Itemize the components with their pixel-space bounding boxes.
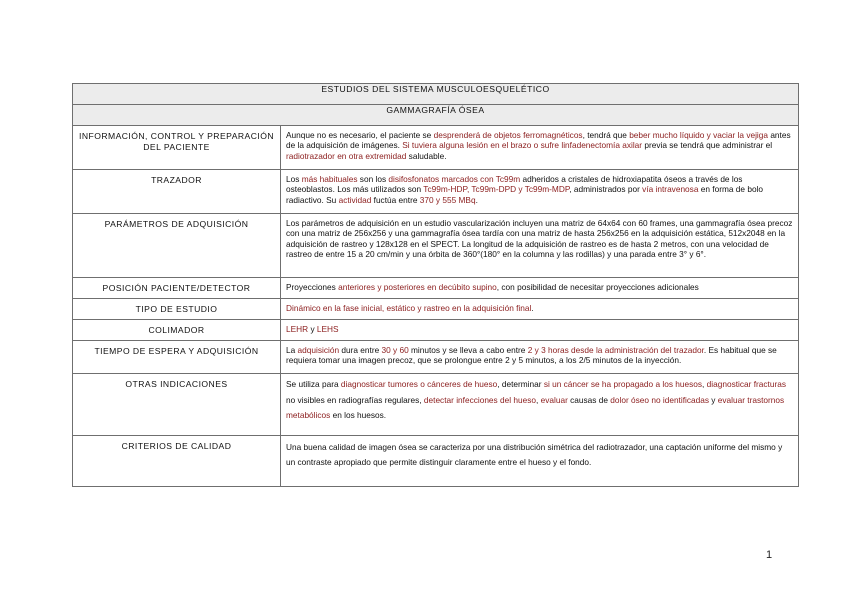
highlighted-text: diagnosticar tumores o cánceres de hueso: [340, 379, 498, 389]
text-segment: .: [475, 194, 478, 205]
text-segment: previa se tendrá que administrar el: [642, 140, 773, 151]
text-segment: La: [286, 345, 298, 355]
highlighted-text: adquisición: [297, 345, 340, 355]
text-segment: no visibles en radiografías regulares,: [286, 394, 424, 405]
highlighted-text: 370 y 555 MBq: [419, 194, 476, 205]
text-segment: ,: [702, 379, 707, 389]
table-row: [73, 341, 799, 374]
text-segment: adheridos a cristales de hidroxiapatita óseos a través de los osteoblastos. Los más utilizados son: [286, 174, 743, 195]
row-label: PARÁMETROS DE ADQUISICIÓN: [73, 214, 281, 278]
highlighted-text: Si tuviera alguna lesión en el brazo o sufre linfadenectomía axilar: [402, 140, 643, 151]
row-value: [281, 341, 799, 374]
row-label: CRITERIOS DE CALIDAD: [73, 436, 281, 487]
row-value: [281, 278, 799, 299]
text-segment: y: [308, 324, 317, 334]
row-value: [281, 436, 799, 487]
highlighted-text: vía intravenosa: [642, 184, 699, 195]
text-segment: son los: [357, 174, 389, 184]
text-segment: causas de: [567, 394, 611, 405]
highlighted-text: si un cáncer se ha propagado a los huesos: [543, 379, 703, 389]
highlighted-text: 2 y 3 horas desde la administración del trazador: [527, 345, 704, 355]
text-segment: fuctúa entre: [371, 194, 420, 205]
row-value: [281, 214, 799, 278]
text-segment: ,: [536, 394, 541, 405]
highlighted-text: desprenderá de objetos ferromagnéticos: [433, 130, 583, 140]
text-segment: , determinar: [497, 379, 544, 389]
row-value: [281, 126, 799, 170]
table-subtitle-row: [73, 105, 799, 126]
text-segment: Aunque no es necesario, el paciente se: [286, 130, 434, 140]
highlighted-text: dolor óseo no identificadas: [610, 394, 709, 405]
highlighted-text: evaluar: [540, 394, 568, 405]
text-segment: antes de la adquisición de imágenes.: [286, 130, 791, 151]
text-segment: , tendrá que: [582, 130, 630, 140]
row-value: [281, 170, 799, 214]
highlighted-text: Dinámico en la fase inicial, estático y rastreo en la adquisición final: [286, 303, 532, 313]
table-row: [73, 214, 799, 278]
highlighted-text: anteriores y posteriores en decúbito supino: [338, 282, 497, 292]
highlighted-text: LEHR: [286, 324, 309, 334]
row-value: [281, 320, 799, 341]
highlighted-text: beber mucho líquido y vaciar la vejiga: [629, 130, 769, 140]
highlighted-text: detectar infecciones del hueso: [423, 394, 536, 405]
highlighted-text: actividad: [338, 194, 372, 205]
row-label: POSICIÓN PACIENTE/DETECTOR: [73, 278, 281, 299]
highlighted-text: LEHS: [316, 324, 339, 334]
text-segment: dura entre: [339, 345, 382, 355]
table-row: [73, 170, 799, 214]
text-segment: en los huesos.: [330, 410, 387, 420]
row-value: [281, 299, 799, 320]
row-label: TIEMPO DE ESPERA Y ADQUISICIÓN: [73, 341, 281, 374]
text-segment: , con posibilidad de necesitar proyecciones adicionales: [496, 282, 699, 292]
text-segment: Proyecciones: [286, 282, 339, 292]
row-value: [281, 374, 799, 436]
row-label: COLIMADOR: [73, 320, 281, 341]
highlighted-text: más habituales: [301, 174, 358, 184]
page-number: 1: [766, 549, 773, 561]
table-title-row: [73, 84, 799, 105]
table-row: [73, 126, 799, 170]
row-label: TRAZADOR: [73, 170, 281, 214]
highlighted-text: evaluar trastornos metabólicos: [286, 394, 785, 420]
text-segment: saludable.: [406, 150, 447, 161]
table-subtitle: GAMMAGRAFÍA ÓSEA: [73, 105, 799, 126]
table-title: ESTUDIOS DEL SISTEMA MUSCULOESQUELÉTICO: [73, 84, 799, 105]
highlighted-text: 30 y 60: [381, 345, 409, 355]
row-label: OTRAS INDICACIONES: [73, 374, 281, 436]
row-label: INFORMACIÓN, CONTROL Y PREPARACIÓN DEL PACIENTE: [73, 126, 281, 170]
highlighted-text: Tc99m-HDP, Tc99m-DPD y Tc99m-MDP: [423, 184, 570, 195]
text-segment: . Es habitual que se requiera tomar una imagen precoz, que se prolongue entre 2 y 5 minutos, a los 2/5 minutos de la inyección.: [286, 345, 777, 366]
text-segment: en forma de bolo radiactivo. Su: [286, 184, 764, 205]
table-row: [73, 299, 799, 320]
table-row: [73, 436, 799, 487]
table-row: [73, 320, 799, 341]
text-segment: Los parámetros de adquisición en un estudio vascularización incluyen una matriz de 64x64 con 60 frames, una gammagrafía ósea precoz con una matriz de 256x256 y una gammagrafía ósea tardía con una matriz de hasta 256x256 en la adquisición estática, 512x2048 en la adquisición de rastreo y 128x128 en el SPECT. La longitud de la adquisición de rastreo es de hasta 2 metros, con una velocidad de rastreo de entre 15 a 20 cm/min y una órbita de 360°(180° en la columna y las rodillas) y una parada entre 3° y 6°.: [286, 218, 793, 260]
row-label: TIPO DE ESTUDIO: [73, 299, 281, 320]
text-segment: Los: [286, 174, 302, 184]
text-segment: Se utiliza para: [286, 379, 341, 389]
text-segment: , administrados por: [569, 184, 643, 195]
highlighted-text: radiotrazador en otra extremidad: [286, 150, 407, 161]
text-segment: y: [709, 394, 718, 405]
highlighted-text: diagnosticar fracturas: [706, 379, 786, 389]
table-row: [73, 374, 799, 436]
table-row: [73, 278, 799, 299]
text-segment: .: [531, 303, 534, 313]
musculoskeletal-studies-table: [72, 83, 799, 487]
text-segment: Una buena calidad de imagen ósea se caracteriza por una distribución simétrica del radiotrazador, una captación uniforme del mismo y un contraste apropiado que permite distinguir claramente entre el hueso y el fondo.: [286, 442, 783, 467]
text-segment: minutos y se lleva a cabo entre: [408, 345, 528, 355]
highlighted-text: disifosfonatos marcados con Tc99m: [388, 174, 521, 184]
